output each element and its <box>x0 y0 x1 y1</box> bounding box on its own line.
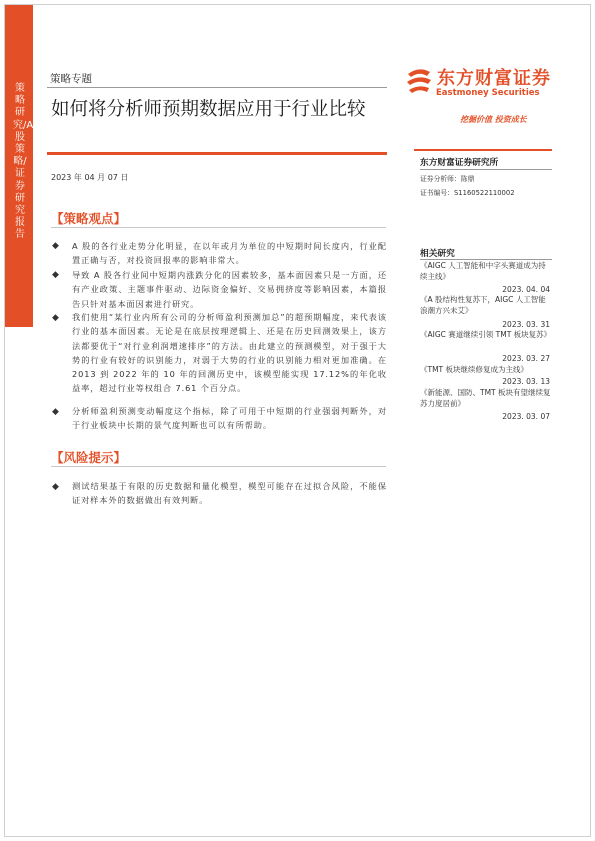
diamond-bullet-icon: ◆ <box>52 482 59 492</box>
diamond-bullet-icon: ◆ <box>52 270 59 280</box>
related-item-title[interactable]: 《AIGC 人工智能和中字头赛道成为持续主线》 <box>420 261 546 281</box>
analyst-name: 证券分析师：陈鼎 <box>420 175 475 183</box>
view-paragraph-2: 导致 A 股各行业间中短期内涨跌分化的因素较多，基本面因素只是一方面，还有产业政策、主题事件驱动、边际资金偏好、交易拥挤度等影响因素，本篇报告只针对基本面因素进行研究。 <box>72 270 387 309</box>
side-bar <box>5 5 33 327</box>
institute-name: 东方财富证券研究所 <box>420 158 499 168</box>
risks-heading-rule <box>51 466 386 467</box>
brand-name-en: Eastmoney Securities <box>436 88 540 98</box>
brand-logo <box>405 64 555 102</box>
related-research-title: 相关研究 <box>420 249 455 259</box>
related-research-divider <box>420 259 552 260</box>
page-title: 如何将分析师预期数据应用于行业比较 <box>51 99 366 120</box>
certificate-number: 证书编号：S1160522110002 <box>420 189 515 197</box>
brand-name-cn: 东方财富证券 <box>437 68 551 89</box>
related-item-date: 2023. 03. 13 <box>502 377 550 386</box>
title-accent-rule <box>47 152 387 155</box>
related-item-date: 2023. 03. 07 <box>502 412 550 421</box>
institute-accent-rule <box>414 149 552 151</box>
view-paragraph-3: 我们使用“某行业内所有公司的分析师盈利预测加总”的超预期幅度，来代表该行业的基本面因素。无论是在底层按理逻辑上、还是在历史回测效果上，该方法都要优于“对行业利润增速排序”的方法。由此建立的预测模型，对于强于大势的行业有较好的识别能力，对弱于大势的行业的识别能力相对更加准确。在 2013 到 2022 年的 10 年的回测历史中，该模型能实现 17.12%的年化收益率，超过行业等权组合 7.61 个百分点。 <box>72 312 387 394</box>
related-item-date: 2023. 03. 31 <box>502 320 550 329</box>
diamond-bullet-icon: ◆ <box>52 241 59 251</box>
views-heading-rule <box>51 227 386 228</box>
related-item-date: 2023. 04. 04 <box>502 285 550 294</box>
logo-mark-icon <box>405 66 433 96</box>
related-item-date: 2023. 03. 27 <box>502 354 550 363</box>
institute-divider <box>420 169 552 170</box>
diamond-bullet-icon: ◆ <box>52 407 59 417</box>
header-divider <box>47 87 387 88</box>
risks-heading: 【风险提示】 <box>51 449 127 465</box>
brand-slogan: 挖掘价值 投资成长 <box>460 115 527 124</box>
view-paragraph-1: A 股的各行业走势分化明显，在以年或月为单位的中短期时间长度内，行业配置正确与否，对投资回报率的影响非常大。 <box>72 241 387 266</box>
side-vertical-text: 策略研究/A股策略/证券研究报告 <box>13 83 34 241</box>
related-item-title[interactable]: 《A 股结构性复苏下，AIGC 人工智能浪潮方兴未艾》 <box>420 295 546 315</box>
report-type: 策略专题 <box>50 73 92 85</box>
related-item-title[interactable]: 《TMT 板块继续修复成为主线》 <box>420 365 529 374</box>
related-item-title[interactable]: 《新能源、国防、TMT 板块有望继续复苏力度居前》 <box>420 388 551 408</box>
risk-paragraph-1: 测试结果基于有限的历史数据和量化模型，模型可能存在过拟合风险，不能保证对样本外的数据做出有效判断。 <box>72 481 387 506</box>
report-date: 2023 年 04 月 07 日 <box>51 173 129 182</box>
view-paragraph-4: 分析师盈利预测变动幅度这个指标，除了可用于中短期的行业强弱判断外，对于行业板块中长期的景气度判断也可以有所帮助。 <box>72 406 387 431</box>
related-item-title[interactable]: 《AIGC 赛道继续引领 TMT 板块复苏》 <box>420 330 552 339</box>
diamond-bullet-icon: ◆ <box>52 313 59 323</box>
views-heading: 【策略观点】 <box>51 210 127 226</box>
